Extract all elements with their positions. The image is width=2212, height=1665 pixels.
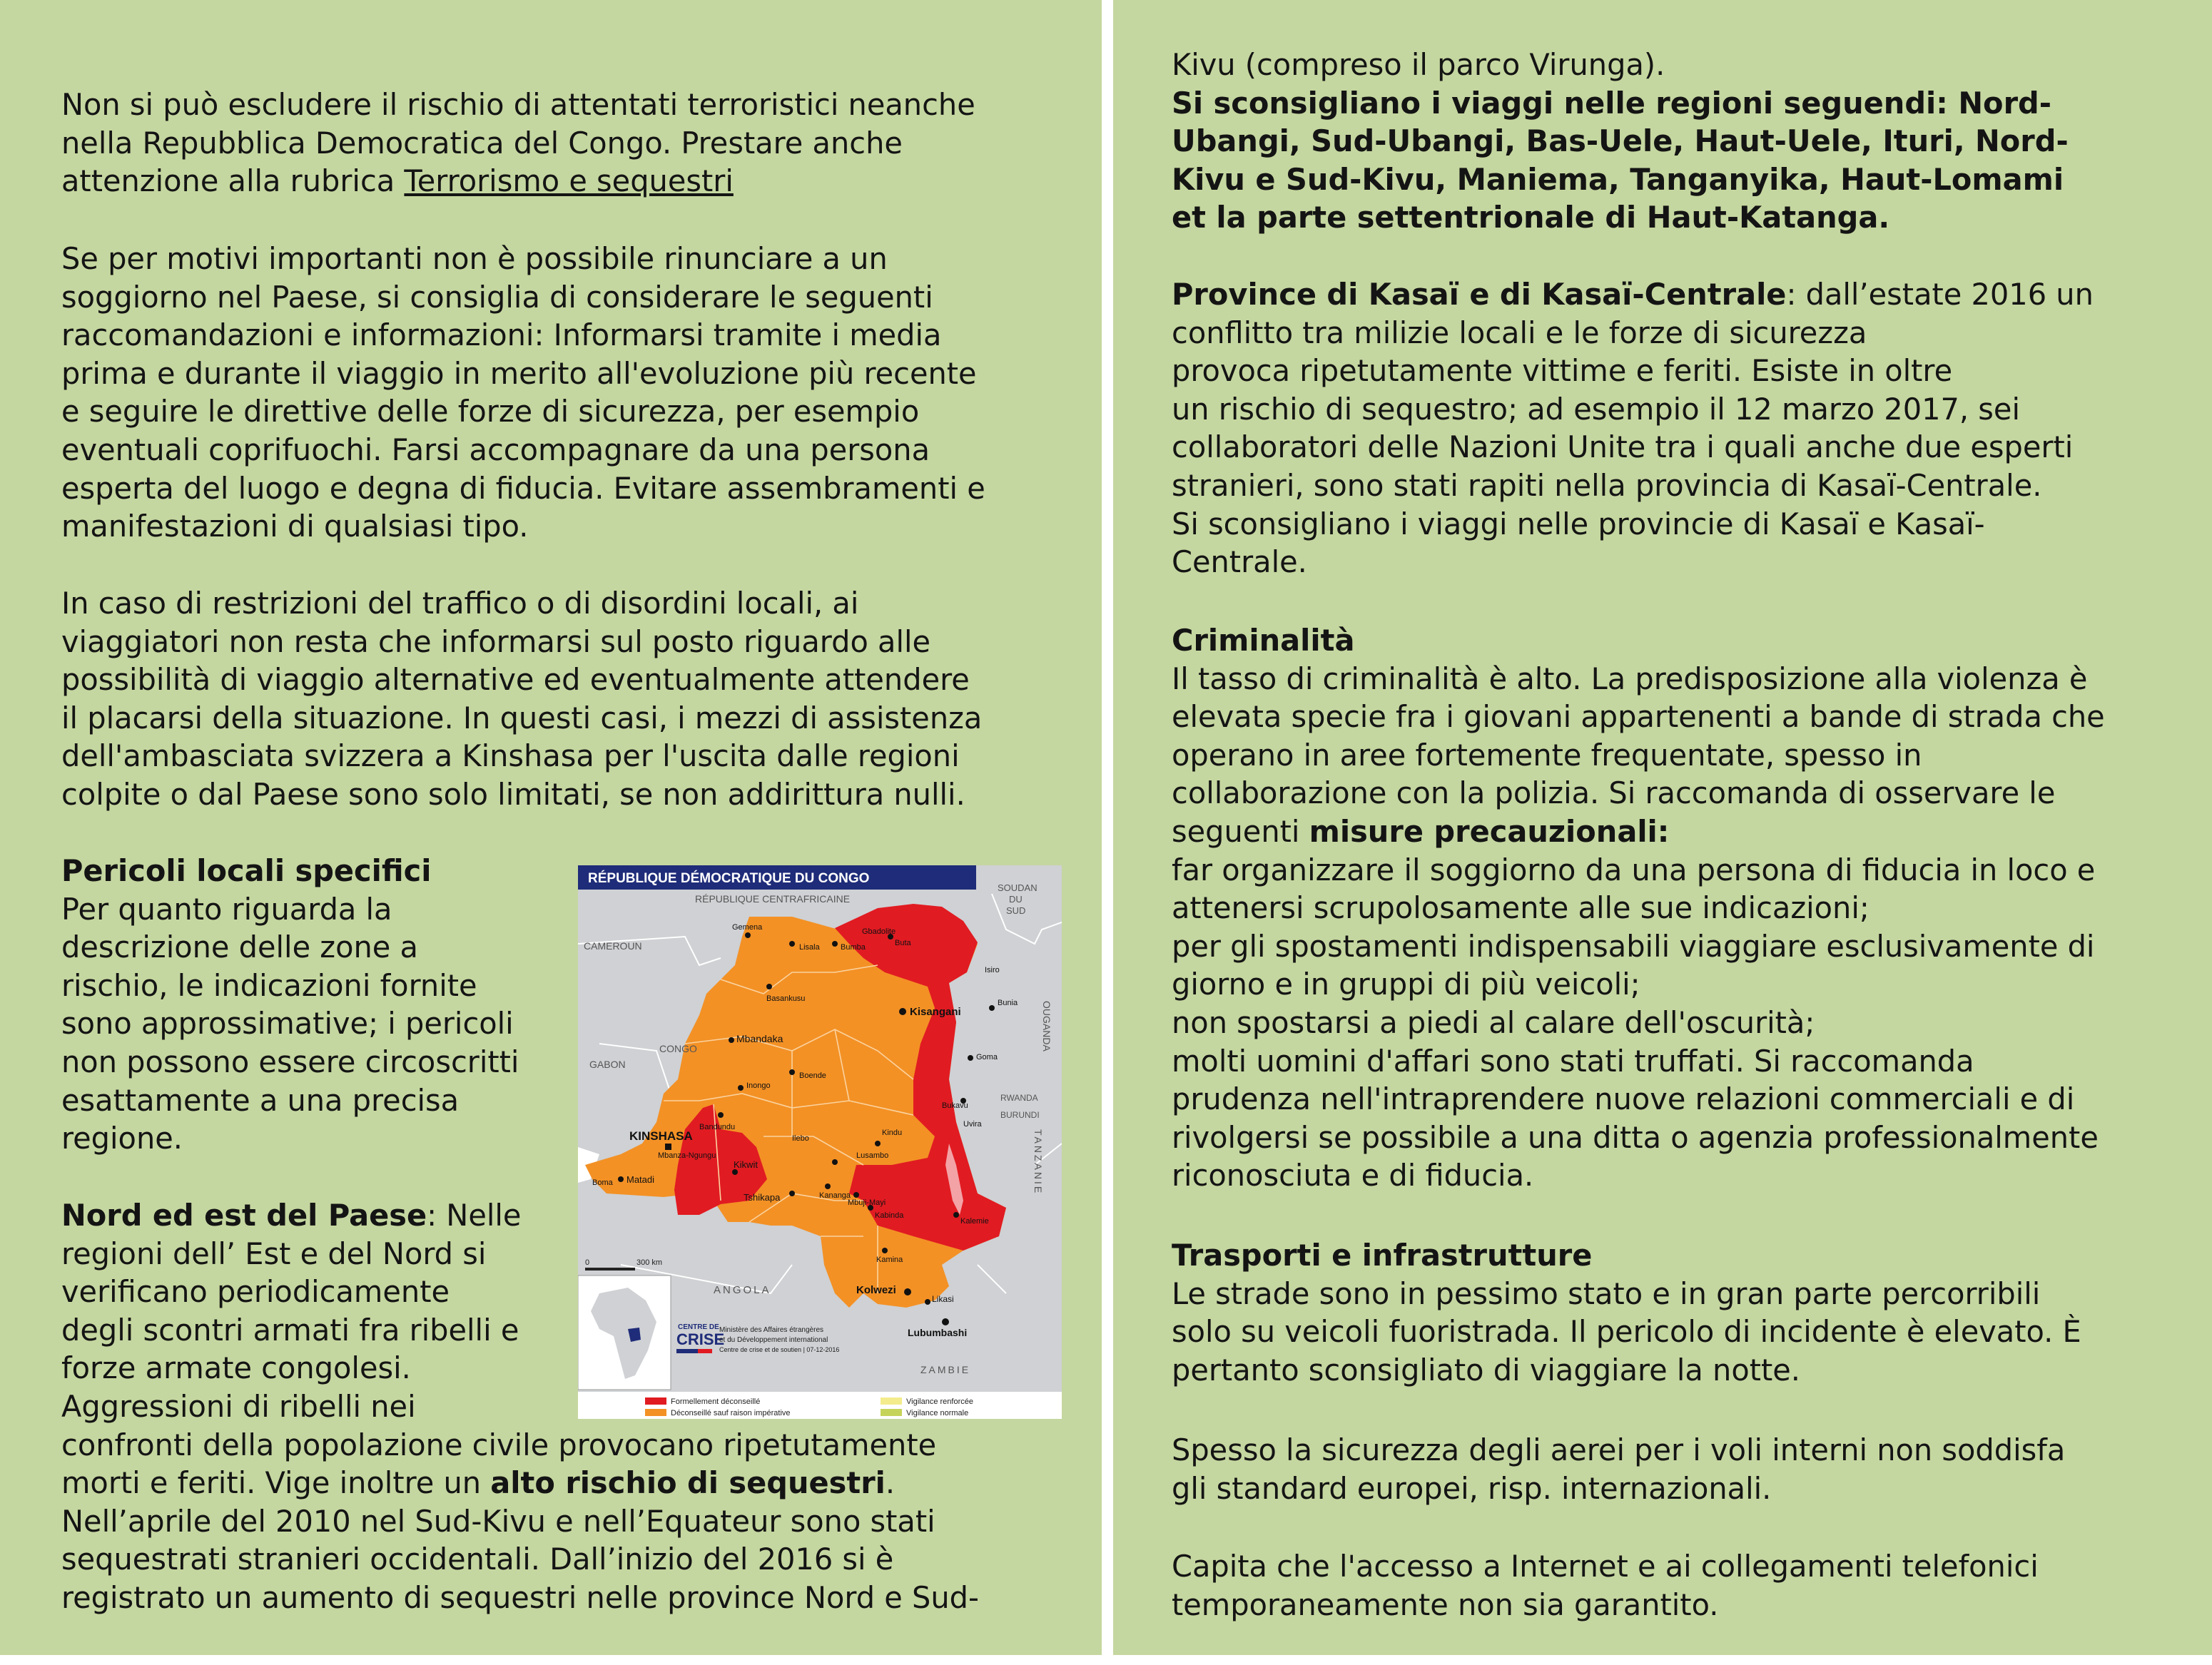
city-kananga: Kananga xyxy=(819,1191,851,1200)
label-rwanda: RWANDA xyxy=(1000,1093,1038,1103)
city-mbandaka: Mbandaka xyxy=(736,1033,783,1044)
text-line: Per quanto riguarda la xyxy=(61,891,392,927)
city-tshikapa: Tshikapa xyxy=(744,1192,781,1203)
legend-label-green: Vigilance normale xyxy=(906,1409,969,1417)
text-line: Aggressioni di ribelli nei xyxy=(61,1388,416,1424)
text-fragment: : dall’estate 2016 un xyxy=(1786,277,2094,312)
text-line: degli scontri armati fra ribelli e xyxy=(61,1312,519,1348)
text-line: stranieri, sono stati rapiti nella provincia di Kasaï-Centrale. xyxy=(1172,467,2042,503)
city-kikwit: Kikwit xyxy=(734,1159,758,1170)
city-marker-likasi xyxy=(925,1299,930,1305)
city-kabinda: Kabinda xyxy=(875,1211,904,1220)
text-line: Si sconsigliano i viaggi nelle provincie di Kasaï e Kasaï- xyxy=(1172,506,1985,541)
text-line xyxy=(1172,275,2094,314)
scale-line xyxy=(585,1268,635,1271)
label-gabon: GABON xyxy=(589,1059,626,1070)
heading-kasai: Province di Kasaï e di Kasaï-Centrale xyxy=(1172,277,1787,312)
logo-line2: CRISE xyxy=(676,1330,725,1348)
text-line: conflitto tra milizie locali e le forze di sicurezza xyxy=(1172,315,1867,350)
city-mbuji: Mbuji-Mayi xyxy=(848,1198,886,1207)
text-line: Le strade sono in pessimo stato e in gran parte percorribili xyxy=(1172,1276,2041,1311)
legend-swatch-orange xyxy=(645,1409,666,1416)
city-gemena: Gemena xyxy=(732,923,763,932)
city-mbanza: Mbanza-Ngungu xyxy=(658,1151,716,1160)
label-soudan: SOUDAN xyxy=(998,882,1037,893)
terrorism-link[interactable]: Terrorismo e sequestri xyxy=(404,163,734,199)
text-line: solo su veicoli fuoristrada. Il pericolo di incidente è elevato. È xyxy=(1172,1314,2081,1350)
text-fragment: attenzione alla rubrica xyxy=(61,163,405,199)
text-line: pertanto sconsigliato di viaggiare la notte. xyxy=(1172,1352,1800,1388)
text-line: possibilità di viaggio alternative ed eventualmente attendere xyxy=(61,662,970,698)
text-line: soggiorno nel Paese, si consiglia di considerare le seguenti xyxy=(61,279,933,315)
text-line: dell'ambasciata svizzera a Kinshasa per l'uscita dalle regioni xyxy=(61,738,960,774)
text-line: Non si può escludere il rischio di attentati terroristici neanche xyxy=(61,87,975,122)
legend-label-yellow: Vigilance renforcée xyxy=(906,1397,973,1406)
city-marker-bandundu xyxy=(718,1112,724,1118)
city-marker-kamina xyxy=(882,1248,888,1253)
bold-line: et la parte settentrionale di Haut-Katanga. xyxy=(1172,200,1890,235)
city-marker-inongo xyxy=(738,1085,744,1091)
city-marker-mbuji xyxy=(853,1192,859,1198)
city-marker-tshikapa xyxy=(789,1191,795,1196)
text-line: confronti della popolazione civile provocano ripetutamente xyxy=(61,1427,937,1462)
city-boende: Boende xyxy=(799,1071,826,1080)
city-lisala: Lisala xyxy=(799,943,820,952)
text-fragment: seguenti xyxy=(1172,813,1309,849)
city-marker-matadi xyxy=(618,1176,624,1182)
text-line: esattamente a una precisa xyxy=(61,1082,460,1118)
text-line: Kivu (compreso il parco Virunga). xyxy=(1172,47,1665,82)
city-kisangani: Kisangani xyxy=(910,1006,961,1018)
map-legend xyxy=(645,1397,973,1417)
heading-crime: Criminalità xyxy=(1172,623,1355,658)
label-car: RÉPUBLIQUE CENTRAFRICAINE xyxy=(695,893,851,905)
city-kamina: Kamina xyxy=(876,1256,903,1264)
city-goma: Goma xyxy=(976,1053,998,1061)
city-bunia: Bunia xyxy=(998,999,1018,1007)
legend-label-red: Formellement déconseillé xyxy=(671,1397,761,1406)
city-marker-bumba xyxy=(832,941,838,947)
text-line: verificano periodicamente xyxy=(61,1274,450,1310)
text-line: gli standard europei, risp. internazionali. xyxy=(1172,1470,1772,1506)
text-line: sono approssimative; i pericoli xyxy=(61,1006,514,1042)
city-marker-kinshasa xyxy=(665,1144,671,1150)
bold-line: Si sconsigliano i viaggi nelle regioni seguendi: Nord- xyxy=(1172,85,2051,121)
legend-swatch-yellow xyxy=(881,1397,902,1405)
text-line: esperta del luogo e degna di fiducia. Evitare assembramenti e xyxy=(61,470,985,506)
city-marker-kananga xyxy=(825,1183,831,1189)
city-kalemie: Kalemie xyxy=(960,1217,989,1226)
city-bumba: Bumba xyxy=(841,943,866,952)
ministry-line3: Centre de crise et de soutien | 07-12-2016 xyxy=(719,1346,840,1353)
label-tanzanie: TANZANIE xyxy=(1033,1129,1044,1196)
text-line: operano in aree fortemente frequentate, spesso in xyxy=(1172,737,1922,773)
bold-line: Kivu e Sud-Kivu, Maniema, Tanganyika, Haut-Lomami xyxy=(1172,161,2064,197)
paragraph-recommendations xyxy=(61,240,985,546)
text-line: nella Repubblica Democratica del Congo. Prestare anche xyxy=(61,125,903,161)
city-marker-kindu xyxy=(875,1141,881,1146)
text-line: temporaneamente non sia garantito. xyxy=(1172,1587,1719,1622)
text-line: eventuali coprifuochi. Farsi accompagnare da una persona xyxy=(61,432,930,467)
text-line: colpite o dal Paese sono solo limitati, se non addirittura nulli. xyxy=(61,776,965,812)
text-line: non possono essere circoscritti xyxy=(61,1044,519,1079)
text-line: attenersi scrupolosamente alle sue indicazioni; xyxy=(1172,890,1869,926)
city-marker-boende xyxy=(789,1069,795,1075)
text-line: Se per motivi importanti non è possibile rinunciare a un xyxy=(61,241,888,276)
logo-flag-blue xyxy=(676,1349,698,1353)
text-line: prima e durante il viaggio in merito all'evoluzione più recente xyxy=(61,355,977,391)
text-line: per gli spostamenti indispensabili viaggiare esclusivamente di xyxy=(1172,928,2095,964)
city-isiro: Isiro xyxy=(985,966,1000,974)
text-line: regioni dell’ Est e del Nord si xyxy=(61,1236,487,1271)
label-ouganda: OUGANDA xyxy=(1041,1001,1052,1052)
city-kolwezi: Kolwezi xyxy=(856,1284,896,1296)
logo-line1: CENTRE DE xyxy=(678,1323,719,1331)
legend-swatch-red xyxy=(645,1397,666,1405)
text-line: il placarsi della situazione. In questi casi, i mezzi di assistenza xyxy=(61,700,983,735)
paragraph-internet xyxy=(1172,1547,2039,1624)
city-kinshasa: KINSHASA xyxy=(629,1129,693,1143)
heading-local-dangers: Pericoli locali specifici xyxy=(61,853,432,888)
text-line: regione. xyxy=(61,1121,183,1156)
text-line: collaboratori delle Nazioni Unite tra i quali anche due esperti xyxy=(1172,429,2074,465)
city-inongo: Inongo xyxy=(746,1081,771,1090)
text-line: non spostarsi a piedi al calare dell'oscurità; xyxy=(1172,1004,1815,1040)
city-bukavu: Bukavu xyxy=(942,1101,968,1110)
paragraph-terrorism xyxy=(61,86,975,200)
paragraph-aircraft xyxy=(1172,1431,2065,1507)
text-line: rivolgersi se possibile a una ditta o agenzia professionalmente xyxy=(1172,1119,2099,1155)
city-marker-mbandaka xyxy=(729,1037,734,1043)
logo-flag-red xyxy=(698,1349,712,1353)
city-marker-bunia xyxy=(989,1005,995,1011)
text-line xyxy=(61,162,975,200)
text-line: registrato un aumento di sequestri nelle province Nord e Sud- xyxy=(61,1579,979,1615)
text-line: Centrale. xyxy=(1172,544,1307,580)
section-transport xyxy=(1172,1236,2081,1389)
text-line: elevata specie fra i giovani appartenenti a bande di strada che xyxy=(1172,699,2105,735)
city-uvira: Uvira xyxy=(963,1120,982,1129)
text-line xyxy=(61,1464,979,1502)
ministry-line2: et du Développement international xyxy=(719,1336,828,1344)
text-line: e seguire le direttive delle forze di sicurezza, per esempio xyxy=(61,394,920,429)
city-marker-lubumbashi xyxy=(942,1318,949,1325)
section-crime xyxy=(1172,621,2105,1195)
city-lubumbashi: Lubumbashi xyxy=(908,1327,968,1338)
bold-line: Ubangi, Sud-Ubangi, Bas-Uele, Haut-Uele, Ituri, Nord- xyxy=(1172,123,2069,159)
text-line: un rischio di sequestro; ad esempio il 12 marzo 2017, sei xyxy=(1172,391,2020,427)
kidnapping-risk-emphasis: alto rischio di sequestri xyxy=(490,1465,886,1501)
text-line: prudenza nell'intraprendere nuove relazioni commerciali e di xyxy=(1172,1081,2075,1117)
city-marker-kolwezi xyxy=(904,1288,911,1295)
text-line: molti uomini d'affari sono stati truffati. Si raccomanda xyxy=(1172,1043,1974,1079)
precautions-emphasis: misure precauzionali: xyxy=(1309,813,1670,849)
text-line: viaggiatori non resta che informarsi sul posto riguardo alle xyxy=(61,623,931,659)
label-soudan-du: DU xyxy=(1009,894,1023,905)
city-gbadolite: Gbadolite xyxy=(862,927,896,936)
label-angola: ANGOLA xyxy=(714,1284,771,1296)
right-column xyxy=(1113,0,2212,1655)
text-fragment: : Nelle xyxy=(427,1198,522,1233)
text-line xyxy=(1172,813,2105,851)
text-line: rischio, le indicazioni fornite xyxy=(61,967,477,1003)
text-line: In caso di restrizioni del traffico o di disordini locali, ai xyxy=(61,586,859,621)
text-line: provoca ripetutamente vittime e feriti. Esiste in oltre xyxy=(1172,353,1953,389)
text-line: riconosciuta e di fiducia. xyxy=(1172,1158,1534,1193)
text-line: forze armate congolesi. xyxy=(61,1350,411,1386)
scale-label: 300 km xyxy=(636,1258,663,1267)
drc-risk-map xyxy=(578,865,1062,1419)
text-line: raccomandazioni e informazioni: Informarsi tramite i media xyxy=(61,317,942,353)
city-kindu: Kindu xyxy=(882,1129,903,1137)
city-marker-kisangani xyxy=(899,1008,906,1015)
city-marker-kikwit xyxy=(732,1169,738,1175)
map-title: RÉPUBLIQUE DÉMOCRATIQUE DU CONGO xyxy=(588,871,870,886)
city-marker-gemena xyxy=(745,932,751,938)
city-marker-basankusu xyxy=(766,984,772,989)
city-lusambo: Lusambo xyxy=(856,1151,889,1160)
scale-zero: 0 xyxy=(585,1258,590,1267)
paragraph-traffic xyxy=(61,584,982,814)
city-likasi: Likasi xyxy=(932,1294,954,1304)
city-marker-lusambo xyxy=(832,1159,838,1165)
text-fragment: morti e feriti. Vige inoltre un xyxy=(61,1465,491,1501)
city-buta: Buta xyxy=(895,939,911,947)
heading-transport: Trasporti e infrastrutture xyxy=(1172,1238,1593,1273)
text-line: descrizione delle zone a xyxy=(61,930,418,965)
section-local-dangers xyxy=(61,852,519,1158)
text-line: Spesso la sicurezza degli aerei per i voli interni non soddisfa xyxy=(1172,1432,2066,1467)
label-burundi: BURUNDI xyxy=(1000,1110,1040,1120)
paragraph-travel-warning xyxy=(1172,46,2069,237)
city-basankusu: Basankusu xyxy=(766,994,806,1003)
legend-label-orange: Déconseillé sauf raison impérative xyxy=(671,1409,791,1417)
city-ilebo: Ilebo xyxy=(792,1134,809,1143)
text-fragment: . xyxy=(885,1465,896,1501)
text-line: Nell’aprile del 2010 nel Sud-Kivu e nell’Equateur sono stati xyxy=(61,1503,935,1539)
label-congo: CONGO xyxy=(659,1043,697,1054)
text-line: giorno e in gruppi di più veicoli; xyxy=(1172,967,1640,1002)
city-boma: Boma xyxy=(592,1178,613,1187)
legend-swatch-green xyxy=(881,1409,902,1416)
city-marker-lisala xyxy=(789,941,795,947)
text-line: Il tasso di criminalità è alto. La predisposizione alla violenza è xyxy=(1172,661,2088,696)
text-line: sequestrati stranieri occidentali. Dall’inizio del 2016 si è xyxy=(61,1542,894,1577)
text-line: manifestazioni di qualsiasi tipo. xyxy=(61,509,529,544)
city-marker-goma xyxy=(968,1055,973,1061)
city-matadi: Matadi xyxy=(626,1174,655,1185)
city-bandundu: Bandundu xyxy=(699,1123,736,1131)
city-marker-kalemie xyxy=(953,1212,959,1218)
label-zambie: ZAMBIE xyxy=(920,1364,971,1375)
label-soudan-sud: SUD xyxy=(1006,905,1026,916)
left-column xyxy=(0,0,1102,1655)
text-line: collaborazione con la polizia. Si raccomanda di osservare le xyxy=(1172,775,2056,811)
text-line: Capita che l'accesso a Internet e ai collegamenti telefonici xyxy=(1172,1549,2039,1584)
section-kasai xyxy=(1172,275,2094,581)
label-cameroun: CAMEROUN xyxy=(584,940,642,952)
text-line: far organizzare il soggiorno da una persona di fiducia in loco e xyxy=(1172,852,2096,887)
ministry-line1: Ministère des Affaires étrangères xyxy=(719,1326,824,1334)
heading-north-east: Nord ed est del Paese xyxy=(61,1198,427,1233)
